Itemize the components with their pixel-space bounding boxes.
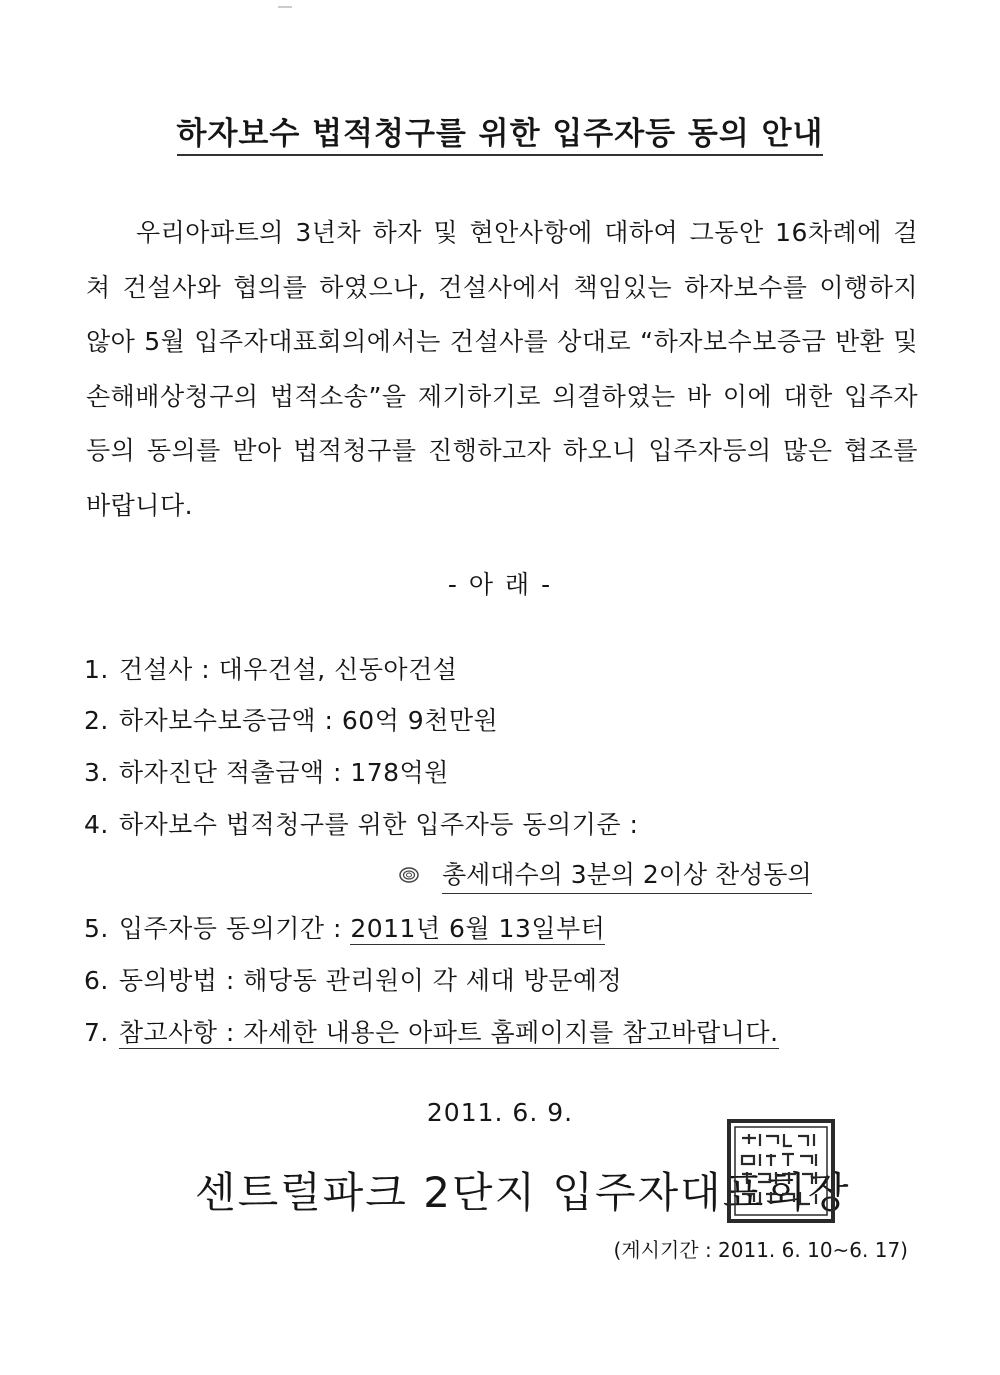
item-2: 2. 하자보수보증금액 : 60억 9천만원: [84, 706, 499, 735]
official-seal-icon: [726, 1118, 836, 1224]
posting-period: (게시기간 : 2011. 6. 10~6. 17): [613, 1238, 908, 1262]
item-3: 3. 하자진단 적출금액 : 178억원: [84, 758, 449, 787]
item-5: 5. 입주자등 동의기간 : 2011년 6월 13일부터: [84, 914, 606, 943]
item-7: 7. 참고사항 : 자세한 내용은 아파트 홈페이지를 참고바랍니다.: [84, 1018, 779, 1047]
consent-criteria: [398, 855, 812, 894]
section-heading: - 아 래 -: [447, 570, 553, 599]
intro-paragraph: 우리아파트의 3년차 하자 및 현안사항에 대하여 그동안 16차례에 걸쳐 건설사와 협의를 하였으나, 건설사에서 책임있는 하자보수를 이행하지 않아 5월 입주자대표회의에서는 건설사를 상대로 “하자보수보증금 반환 및 손해배상청구의 법적소송”을 제기하기로 의결하였는 바 이에 대한 입주자등의 동의를 받아 법적청구를 진행하고자 하오니 입주자등의 많은 협조를 바랍니다.: [86, 218, 918, 520]
criteria-text: 총세대수의 3분의 2이상 찬성동의: [442, 855, 812, 894]
item-6: 6. 동의방법 : 해당동 관리원이 각 세대 방문예정: [84, 966, 623, 995]
document-title: 하자보수 법적청구를 위한 입주자등 동의 안내: [0, 108, 1000, 153]
document-date: 2011. 6. 9.: [426, 1098, 574, 1127]
organization-name: 센트럴파크 2단지 입주자대표회장: [195, 1168, 851, 1217]
consent-period-value: 2011년 6월 13일부터: [350, 914, 606, 943]
item-1: 1. 건설사 : 대우건설, 신동아건설: [84, 655, 458, 684]
item-4: 4. 하자보수 법적청구를 위한 입주자등 동의기준 :: [84, 810, 639, 839]
circle-mark-icon: [398, 866, 420, 884]
scan-artifact: [278, 6, 292, 8]
